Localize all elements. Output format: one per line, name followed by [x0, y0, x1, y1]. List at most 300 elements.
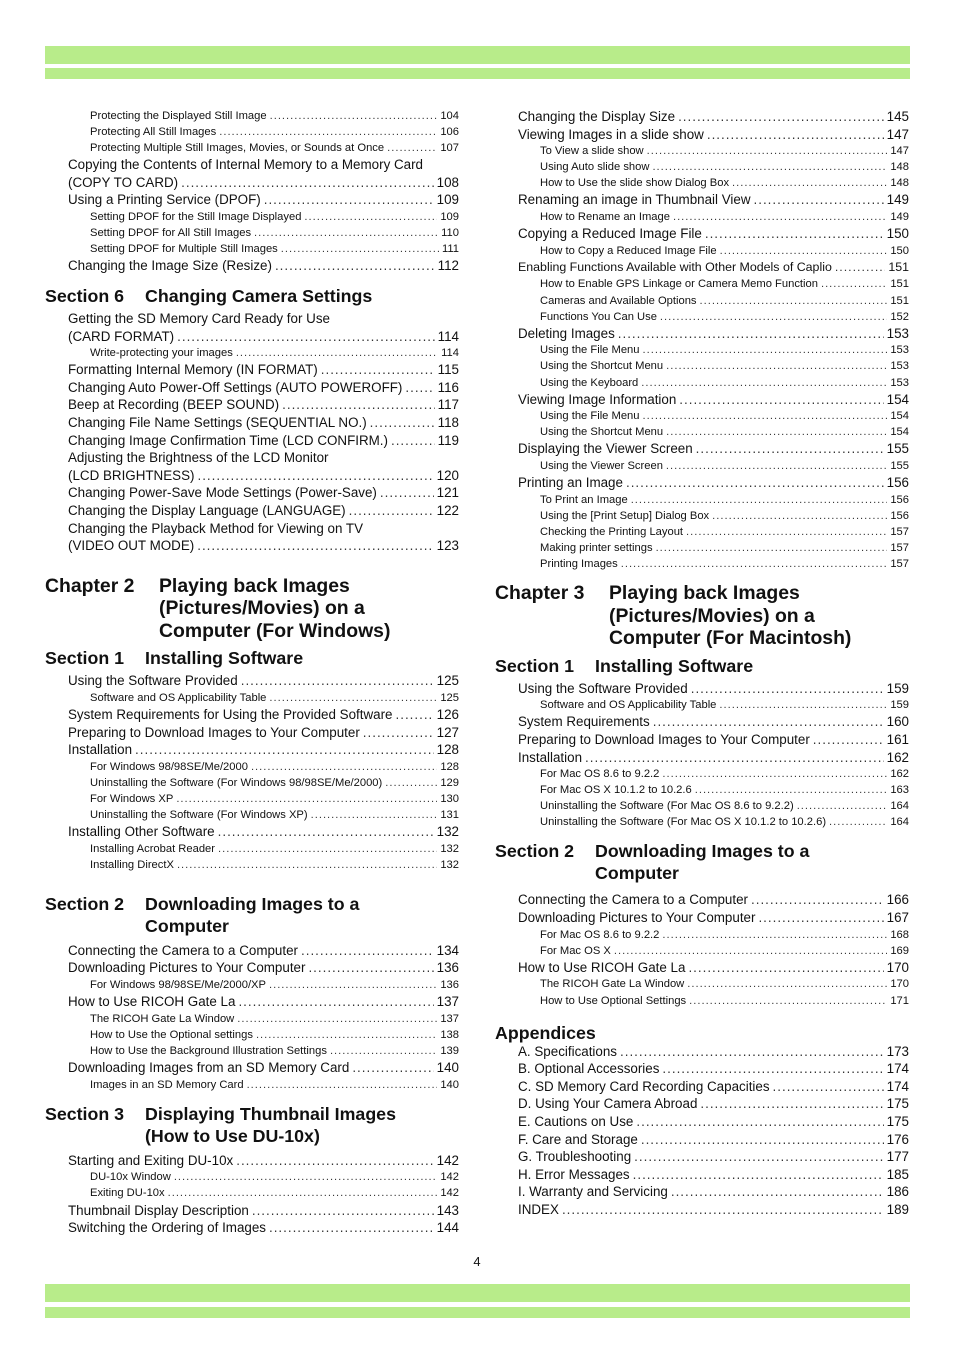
chapter-title-line: Playing back Images — [609, 582, 800, 605]
chapter-title-line: Computer (For Macintosh) — [609, 627, 852, 650]
toc-leader-dots — [256, 1027, 437, 1043]
toc-entry[interactable] — [45, 959, 459, 977]
toc-entry[interactable] — [495, 391, 909, 409]
toc-entry-title: H. Error Messages — [518, 1166, 630, 1182]
toc-entry-title: How to Copy a Reduced Image File — [540, 244, 717, 257]
toc-entry[interactable] — [45, 1059, 459, 1077]
toc-leader-dots — [252, 1202, 434, 1220]
toc-entry-text[interactable]: Copying the Contents of Internal Memory to a Memory Card — [68, 157, 424, 173]
toc-entry[interactable] — [495, 1078, 909, 1096]
toc-entry[interactable] — [495, 927, 909, 943]
toc-entry-page: 174 — [886, 1078, 909, 1094]
toc-entry[interactable] — [495, 782, 909, 798]
toc-entry[interactable] — [45, 241, 459, 257]
toc-entry[interactable] — [45, 841, 459, 857]
toc-entry[interactable] — [495, 1131, 909, 1149]
toc-entry[interactable] — [45, 124, 459, 140]
toc-entry[interactable] — [495, 697, 909, 713]
toc-entry-title: System Requirements for Using the Provided Software — [68, 706, 393, 722]
toc-entry[interactable] — [495, 1166, 909, 1184]
toc-entry-page: 114 — [437, 328, 459, 344]
section-heading — [45, 893, 459, 937]
toc-entry[interactable] — [45, 1011, 459, 1027]
toc-leader-dots — [135, 741, 434, 759]
toc-entry[interactable] — [495, 943, 909, 959]
toc-entry-page: 176 — [886, 1131, 909, 1147]
toc-leader-dots — [270, 108, 438, 124]
toc-entry[interactable] — [495, 680, 909, 698]
toc-leader-dots — [633, 1166, 884, 1184]
chapter-label: Chapter 2 — [45, 574, 135, 597]
toc-entry[interactable] — [45, 775, 459, 791]
toc-entry-page: 170 — [886, 959, 909, 975]
toc-entry[interactable] — [495, 209, 909, 225]
section-title: Changing Camera Settings — [145, 285, 373, 306]
toc-entry-title: Using the Software Provided — [68, 673, 238, 689]
page-number: 4 — [473, 1254, 481, 1269]
toc-entry-page: 104 — [440, 110, 459, 122]
toc-entry-title: The RICOH Gate La Window — [90, 1012, 235, 1025]
toc-leader-dots — [304, 209, 437, 225]
toc-entry[interactable] — [45, 140, 459, 156]
toc-entry-page: 156 — [886, 475, 909, 491]
toc-leader-dots — [562, 1201, 884, 1219]
toc-leader-dots — [330, 1043, 437, 1059]
toc-column-left — [45, 108, 459, 1237]
toc-entry-title: Installation — [518, 749, 583, 765]
toc-entry[interactable] — [495, 458, 909, 474]
toc-entry[interactable] — [495, 508, 909, 524]
toc-entry-page: 123 — [436, 538, 459, 554]
toc-entry[interactable] — [495, 474, 909, 492]
toc-entry-title: Preparing to Download Images to Your Computer — [68, 724, 360, 740]
toc-entry-page: 148 — [890, 177, 909, 190]
toc-leader-dots — [197, 467, 433, 485]
toc-entry[interactable] — [495, 440, 909, 458]
toc-entry-title: How to Use the slide show Dialog Box — [540, 177, 730, 190]
toc-entry-title: Images in an SD Memory Card — [90, 1078, 244, 1091]
toc-entry[interactable] — [45, 1202, 459, 1220]
toc-entry[interactable] — [45, 537, 459, 555]
toc-leader-dots — [405, 379, 434, 397]
toc-entry-page: 162 — [890, 768, 909, 781]
toc-entry[interactable] — [45, 823, 459, 841]
toc-leader-dots — [678, 108, 884, 126]
toc-entry[interactable] — [495, 309, 909, 325]
toc-leader-dots — [719, 697, 887, 713]
toc-leader-dots — [269, 977, 437, 993]
toc-entry[interactable] — [45, 741, 459, 759]
toc-entry[interactable] — [45, 174, 459, 192]
toc-entry-page: 149 — [886, 192, 909, 208]
toc-entry-page: 151 — [890, 294, 909, 307]
toc-leader-dots — [666, 458, 887, 474]
toc-leader-dots — [349, 502, 434, 520]
chapter-title-line: (Pictures/Movies) on a — [159, 597, 365, 620]
toc-entry[interactable] — [495, 959, 909, 977]
toc-entry[interactable] — [495, 342, 909, 358]
toc-entry-text[interactable]: Getting the SD Memory Card Ready for Use — [68, 310, 330, 326]
toc-entry-title: Downloading Pictures to Your Computer — [68, 960, 306, 976]
toc-leader-dots — [700, 293, 888, 309]
toc-entry-title: Beep at Recording (BEEP SOUND) — [68, 397, 280, 413]
toc-entry-title: Using the [Print Setup] Dialog Box — [540, 509, 710, 522]
toc-entry-page: 128 — [436, 742, 459, 758]
section-heading — [495, 655, 909, 677]
toc-leader-dots — [620, 1043, 884, 1061]
toc-entry[interactable] — [495, 358, 909, 374]
toc-entry-text[interactable]: Adjusting the Brightness of the LCD Monitor — [68, 450, 329, 466]
section-title — [595, 840, 909, 884]
footer-band-top — [45, 1284, 910, 1302]
toc-entry-page: 142 — [436, 1152, 459, 1168]
toc-entry[interactable] — [45, 414, 459, 432]
toc-entry[interactable] — [45, 690, 459, 706]
toc-entry-title: Functions You Can Use — [540, 310, 657, 323]
toc-entry-title: Checking the Printing Layout — [540, 525, 684, 538]
section-label: Section 2 — [495, 841, 575, 862]
toc-entry-title: How to Use the Optional settings — [90, 1028, 253, 1041]
toc-entry[interactable] — [495, 1060, 909, 1078]
toc-leader-dots — [176, 791, 437, 807]
toc-entry[interactable] — [45, 1185, 459, 1201]
toc-leader-dots — [773, 1078, 884, 1096]
toc-entry-page: 150 — [886, 226, 909, 242]
toc-entry-title: Changing Auto Power-Off Settings (AUTO POWEROFF) — [68, 379, 403, 395]
toc-entry-page: 153 — [890, 376, 909, 389]
toc-entry-title: Setting DPOF for All Still Images — [90, 227, 252, 240]
toc-entry-title: Printing an Image — [518, 475, 623, 491]
toc-entry-page: 132 — [436, 824, 459, 840]
section-title — [145, 1103, 459, 1147]
toc-entry-page: 157 — [890, 558, 909, 571]
toc-entry[interactable] — [495, 993, 909, 1009]
toc-entry-page: 130 — [440, 792, 459, 805]
toc-entry-title: (LCD BRIGHTNESS) — [68, 467, 195, 483]
toc-leader-dots — [626, 474, 884, 492]
toc-entry-page: 162 — [886, 749, 909, 765]
toc-leader-dots — [687, 976, 887, 992]
toc-entry[interactable] — [495, 909, 909, 927]
toc-entry-title: Installing Acrobat Reader — [90, 842, 216, 855]
toc-entry[interactable] — [495, 976, 909, 992]
toc-entry[interactable] — [495, 325, 909, 343]
toc-entry[interactable] — [495, 408, 909, 424]
toc-entry-page: 159 — [886, 680, 909, 696]
toc-entry-page: 151 — [888, 259, 909, 274]
toc-entry[interactable] — [45, 191, 459, 209]
appendices-heading: Appendices — [495, 1022, 596, 1043]
toc-entry-title: Changing Image Confirmation Time (LCD CONFIRM.) — [68, 432, 388, 448]
section-heading — [45, 285, 459, 307]
toc-entry-title: For Mac OS 8.6 to 9.2.2 — [540, 928, 660, 941]
toc-leader-dots — [363, 724, 434, 742]
toc-leader-dots — [238, 993, 433, 1011]
toc-entry-title: To Print an Image — [540, 493, 628, 506]
toc-entry-page: 171 — [890, 994, 909, 1007]
toc-entry[interactable] — [45, 977, 459, 993]
toc-entry-page: 169 — [890, 944, 909, 957]
toc-entry-title: Switching the Ordering of Images — [68, 1220, 266, 1236]
toc-entry[interactable] — [495, 424, 909, 440]
toc-entry[interactable] — [495, 108, 909, 126]
toc-entry[interactable] — [45, 807, 459, 823]
toc-entry-page: 117 — [437, 397, 459, 413]
chapter-label: Chapter 3 — [495, 582, 585, 605]
toc-leader-dots — [673, 209, 887, 225]
toc-entry[interactable] — [495, 731, 909, 749]
toc-leader-dots — [821, 276, 887, 292]
toc-entry-page: 157 — [890, 525, 909, 538]
toc-entry[interactable] — [495, 159, 909, 175]
chapter-title — [609, 582, 909, 650]
section-title: Installing Software — [595, 655, 754, 676]
toc-leader-dots — [391, 432, 435, 450]
toc-entry[interactable] — [45, 257, 459, 275]
toc-entry-page: 164 — [890, 800, 909, 813]
toc-entry-title: Renaming an image in Thumbnail View — [518, 192, 751, 208]
toc-entry[interactable] — [495, 259, 909, 277]
toc-list — [45, 537, 459, 555]
toc-leader-dots — [177, 857, 437, 873]
toc-entry-page: 173 — [886, 1043, 909, 1059]
toc-entry[interactable] — [495, 749, 909, 767]
toc-leader-dots — [707, 126, 884, 144]
toc-entry-page: 163 — [890, 784, 909, 797]
toc-entry-title: INDEX — [518, 1201, 559, 1217]
toc-entry-page: 145 — [886, 109, 909, 124]
toc-list — [495, 108, 909, 572]
toc-entry-title: Protecting the Displayed Still Image — [90, 110, 267, 122]
toc-entry-title: Preparing to Download Images to Your Computer — [518, 731, 810, 747]
toc-entry-page: 150 — [890, 244, 909, 257]
toc-leader-dots — [636, 1113, 883, 1131]
header-band-top — [45, 46, 910, 64]
toc-entry-page: 140 — [440, 1078, 459, 1091]
toc-entry[interactable] — [45, 361, 459, 379]
toc-entry-page: 149 — [890, 211, 909, 224]
toc-entry[interactable] — [495, 540, 909, 556]
toc-leader-dots — [647, 143, 888, 159]
toc-entry-title: DU-10x Window — [90, 1171, 171, 1184]
toc-entry[interactable] — [45, 1169, 459, 1185]
section-title-line: Computer — [595, 863, 679, 884]
toc-entry[interactable] — [45, 1219, 459, 1237]
toc-leader-dots — [614, 943, 887, 959]
toc-entry-page: 166 — [886, 892, 909, 908]
toc-entry-page: 109 — [440, 211, 459, 224]
toc-entry[interactable] — [45, 672, 459, 690]
toc-leader-dots — [387, 140, 437, 156]
toc-entry-page: 119 — [437, 432, 459, 448]
toc-entry-page: 147 — [890, 145, 909, 158]
toc-list — [45, 467, 459, 520]
toc-entry[interactable] — [45, 942, 459, 960]
toc-entry[interactable] — [45, 484, 459, 502]
toc-entry[interactable] — [45, 1043, 459, 1059]
toc-entry[interactable] — [45, 328, 459, 346]
toc-entry[interactable] — [495, 492, 909, 508]
toc-entry-title: Connecting the Camera to a Computer — [68, 942, 298, 958]
chapter-heading — [495, 582, 909, 650]
toc-entry-title: G. Troubleshooting — [518, 1149, 632, 1165]
chapter-title — [159, 575, 459, 643]
toc-entry[interactable] — [495, 225, 909, 243]
toc-entry-title: Using the Keyboard — [540, 376, 639, 389]
toc-entry-page: 157 — [890, 541, 909, 554]
toc-entry[interactable] — [495, 175, 909, 191]
toc-entry[interactable] — [495, 1183, 909, 1201]
toc-list — [45, 108, 459, 156]
toc-entry[interactable] — [45, 432, 459, 450]
toc-entry[interactable] — [45, 1077, 459, 1093]
toc-entry-title: (VIDEO OUT MODE) — [68, 538, 195, 554]
toc-entry-title: Protecting Multiple Still Images, Movies, or Sounds at Once — [90, 142, 385, 155]
toc-entry[interactable] — [45, 724, 459, 742]
toc-entry[interactable] — [45, 857, 459, 873]
toc-entry[interactable] — [495, 1043, 909, 1061]
toc-entry-page: 108 — [436, 174, 459, 190]
toc-entry-title: Software and OS Applicability Table — [90, 691, 267, 704]
toc-leader-dots — [660, 309, 887, 325]
toc-leader-dots — [758, 909, 883, 927]
toc-entry[interactable] — [45, 379, 459, 397]
toc-list — [495, 1043, 909, 1219]
toc-leader-dots — [662, 927, 887, 943]
toc-entry-page: 127 — [436, 724, 459, 740]
toc-entry[interactable] — [495, 243, 909, 259]
section-title-line: Downloading Images to a — [145, 893, 360, 914]
toc-entry-title: Formatting Internal Memory (IN FORMAT) — [68, 362, 318, 378]
section-heading — [45, 647, 459, 669]
toc-entry[interactable] — [495, 713, 909, 731]
toc-entry[interactable] — [495, 814, 909, 830]
toc-entry-page: 155 — [886, 441, 909, 457]
toc-entry[interactable] — [45, 1152, 459, 1170]
toc-entry-page: 164 — [890, 816, 909, 829]
toc-entry[interactable] — [495, 1095, 909, 1113]
toc-entry-page: 155 — [890, 459, 909, 472]
section-heading — [45, 1103, 459, 1147]
toc-entry[interactable] — [495, 798, 909, 814]
toc-entry[interactable] — [495, 524, 909, 540]
toc-leader-dots — [174, 1169, 438, 1185]
toc-entry-page: 160 — [886, 714, 909, 730]
toc-entry[interactable] — [495, 126, 909, 144]
toc-entry-title: B. Optional Accessories — [518, 1061, 660, 1077]
toc-entry-page: 129 — [440, 776, 459, 789]
toc-leader-dots — [829, 814, 887, 830]
toc-entry-title: How to Use the Background Illustration Settings — [90, 1044, 327, 1057]
toc-entry[interactable] — [45, 993, 459, 1011]
toc-entry[interactable] — [45, 706, 459, 724]
toc-entry-page: 116 — [437, 379, 459, 395]
toc-entry-page: 175 — [886, 1114, 909, 1129]
toc-entry-page: 153 — [890, 360, 909, 373]
toc-leader-dots — [691, 680, 884, 698]
toc-entry[interactable] — [45, 1027, 459, 1043]
toc-entry-title: Using the Shortcut Menu — [540, 426, 664, 439]
section-heading — [495, 840, 909, 884]
toc-entry-title: Installation — [68, 742, 133, 758]
toc-leader-dots — [370, 414, 435, 432]
toc-entry-title: Setting DPOF for Multiple Still Images — [90, 243, 278, 256]
toc-leader-dots — [732, 175, 887, 191]
toc-entry[interactable] — [45, 759, 459, 775]
toc-leader-dots — [251, 759, 437, 775]
toc-entry-title: Using the Shortcut Menu — [540, 360, 664, 373]
toc-entry-title: Cameras and Available Options — [540, 294, 697, 307]
toc-entry-title: How to Use Optional Settings — [540, 994, 687, 1007]
toc-entry-title: (CARD FORMAT) — [68, 328, 175, 344]
toc-entry[interactable] — [495, 1148, 909, 1166]
toc-leader-dots — [275, 257, 435, 275]
toc-list — [45, 328, 459, 450]
toc-entry[interactable] — [45, 225, 459, 241]
toc-entry-page: 168 — [890, 928, 909, 941]
toc-leader-dots — [679, 391, 883, 409]
toc-entry[interactable] — [495, 766, 909, 782]
toc-entry[interactable] — [45, 791, 459, 807]
toc-entry[interactable] — [495, 191, 909, 209]
toc-entry-text[interactable]: Changing the Playback Method for Viewing on TV — [68, 520, 364, 536]
toc-leader-dots — [241, 672, 434, 690]
toc-entry[interactable] — [495, 556, 909, 572]
toc-leader-dots — [219, 124, 437, 140]
toc-entry[interactable] — [45, 502, 459, 520]
toc-entry-title: Enabling Functions Available with Other Models of Caplio — [518, 259, 832, 274]
toc-entry[interactable] — [45, 396, 459, 414]
toc-entry[interactable] — [495, 1113, 909, 1131]
toc-entry-title: Copying a Reduced Image File — [518, 226, 702, 242]
toc-list — [495, 891, 909, 1008]
toc-leader-dots — [700, 1095, 883, 1113]
toc-entry[interactable] — [45, 108, 459, 124]
toc-entry-page: 140 — [436, 1060, 459, 1076]
toc-entry[interactable] — [495, 375, 909, 391]
toc-entry-title: Changing Power-Save Mode Settings (Power-Save) — [68, 485, 377, 501]
toc-leader-dots — [712, 508, 887, 524]
toc-entry-page: 161 — [886, 731, 909, 747]
toc-entry-title: Changing File Name Settings (SEQUENTIAL NO.) — [68, 415, 367, 430]
toc-leader-dots — [254, 225, 438, 241]
toc-leader-dots — [662, 1060, 883, 1078]
toc-entry-page: 121 — [436, 485, 459, 501]
toc-entry-title: (COPY TO CARD) — [68, 174, 179, 190]
toc-entry[interactable] — [495, 891, 909, 909]
toc-leader-dots — [177, 328, 435, 346]
toc-leader-dots — [282, 396, 435, 414]
toc-entry-title: A. Specifications — [518, 1043, 617, 1059]
toc-entry[interactable] — [45, 345, 459, 361]
toc-entry-title: Uninstalling the Software (For Windows 98/98SE/Me/2000) — [90, 776, 383, 789]
toc-entry-page: 152 — [890, 310, 909, 323]
toc-entry[interactable] — [495, 293, 909, 309]
toc-entry[interactable] — [495, 276, 909, 292]
section-title: Installing Software — [145, 648, 304, 669]
section-label: Section 1 — [495, 655, 575, 676]
chapter-title-line: (Pictures/Movies) on a — [609, 604, 815, 627]
toc-leader-dots — [218, 823, 434, 841]
chapter-title-line: Playing back Images — [159, 574, 350, 597]
toc-entry[interactable] — [495, 143, 909, 159]
toc-entry[interactable] — [495, 1201, 909, 1219]
toc-entry[interactable] — [45, 209, 459, 225]
toc-entry[interactable] — [45, 467, 459, 485]
toc-entry-title: Displaying the Viewer Screen — [518, 441, 693, 457]
section-label: Section 3 — [45, 1103, 125, 1124]
toc-leader-dots — [380, 484, 434, 502]
